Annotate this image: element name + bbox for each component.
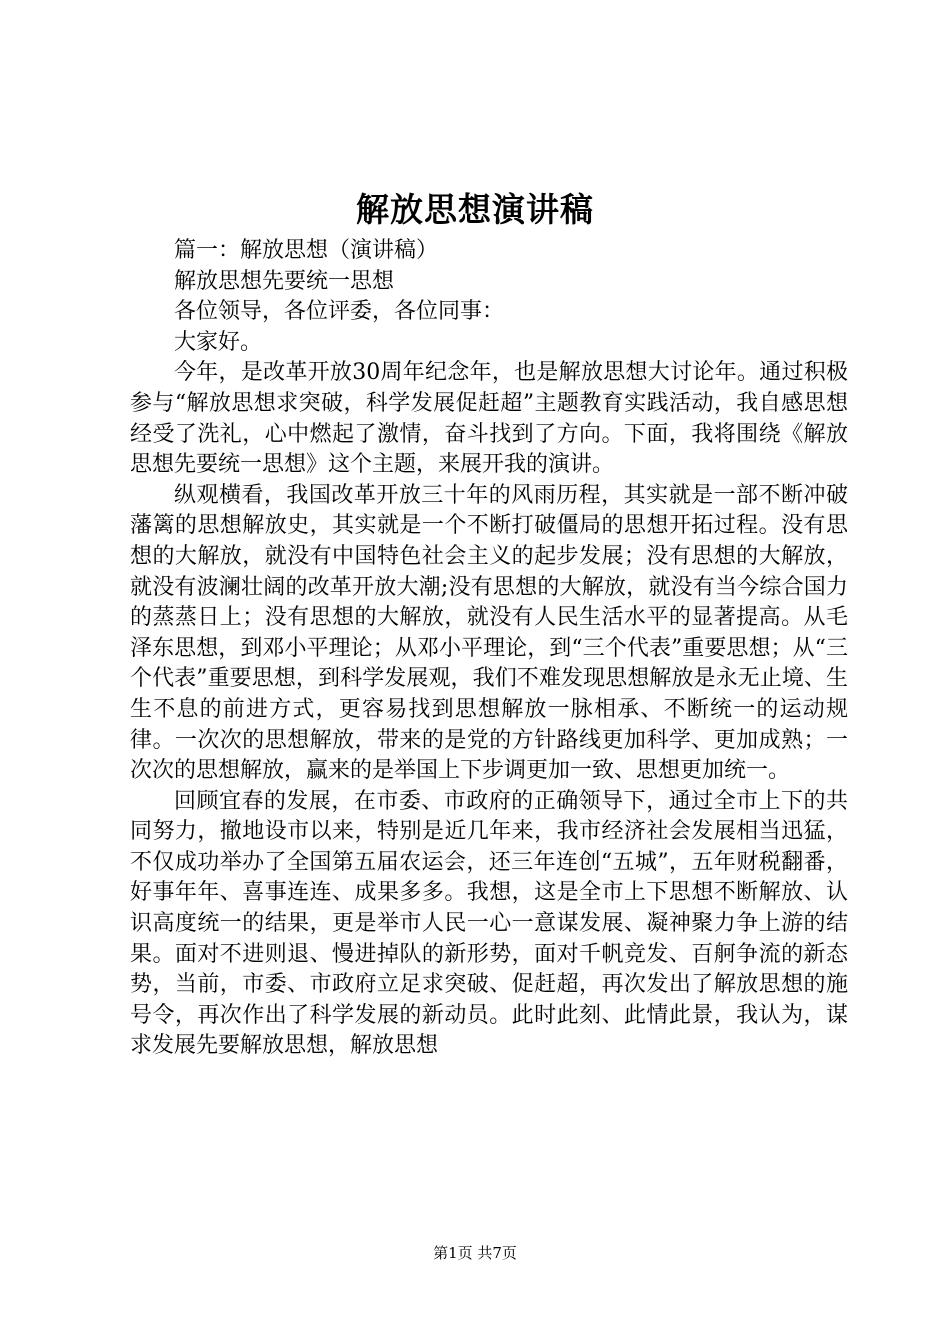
page-footer: 第1页 共7页 <box>433 1244 517 1262</box>
body-paragraph: 纵观横看，我国改革开放三十年的风雨历程，其实就是一部不断冲破藩篱的思想解放史，其实就是一个不断打破僵局的思想开拓过程。没有思想的大解放，就没有中国特色社会主义的起步发展；没有思想的大解放，就没有波澜壮阔的改革开放大潮;没有思想的大解放，就没有当今综合国力的蒸蒸日上；没有思想的大解放，就没有人民生活水平的显著提高。从毛泽东思想，到邓小平理论；从邓小平理论，到“三个代表”重要思想；从“三个代表”重要思想，到科学发展观，我们不难发现思想解放是永无止境、生生不息的前进方式，更容易找到思想解放一脉相承、不断统一的运动规律。一次次的思想解放，带来的是党的方针路线更加科学、更加成熟；一次次的思想解放，赢来的是举国上下步调更加一致、思想更加统一。 <box>130 482 848 784</box>
salutation: 各位领导，各位评委，各位同事： <box>174 299 505 325</box>
section-heading: 篇一：解放思想（演讲稿） <box>174 238 439 263</box>
speech-subtitle: 解放思想先要统一思想 <box>174 268 395 294</box>
greeting: 大家好。 <box>174 329 263 355</box>
body-paragraph: 回顾宜春的发展，在市委、市政府的正确领导下，通过全市上下的共同努力，撤地设市以来，特别是近几年来，我市经济社会发展相当迅猛，不仅成功举办了全国第五届农运会，还三年连创“五城”，五年财税翻番，好事年年、喜事连连、成果多多。我想，这是全市上下思想不断解放、认识高度统一的结果，更是举市人民一心一意谋发展、凝神聚力争上游的结果。面对不进则退、慢进掉队的新形势，面对千帆竞发、百舸争流的新态势，当前，市委、市政府立足求突破、促赶超，再次发出了解放思想的施号令，再次作出了科学发展的新动员。此时此刻、此情此景，我认为，谋求发展先要解放思想，解放思想 <box>130 788 848 1059</box>
body-paragraph: 今年，是改革开放30周年纪念年，也是解放思想大讨论年。通过积极参与“解放思想求突破，科学发展促赶超”主题教育实践活动，我自感思想经受了洗礼，心中燃起了激情，奋斗找到了方向。下面，我将围绕《解放思想先要统一思想》这个主题，来展开我的演讲。 <box>130 360 848 478</box>
document-body <box>130 236 848 1062</box>
document-title: 解放思想演讲稿 <box>356 190 594 229</box>
